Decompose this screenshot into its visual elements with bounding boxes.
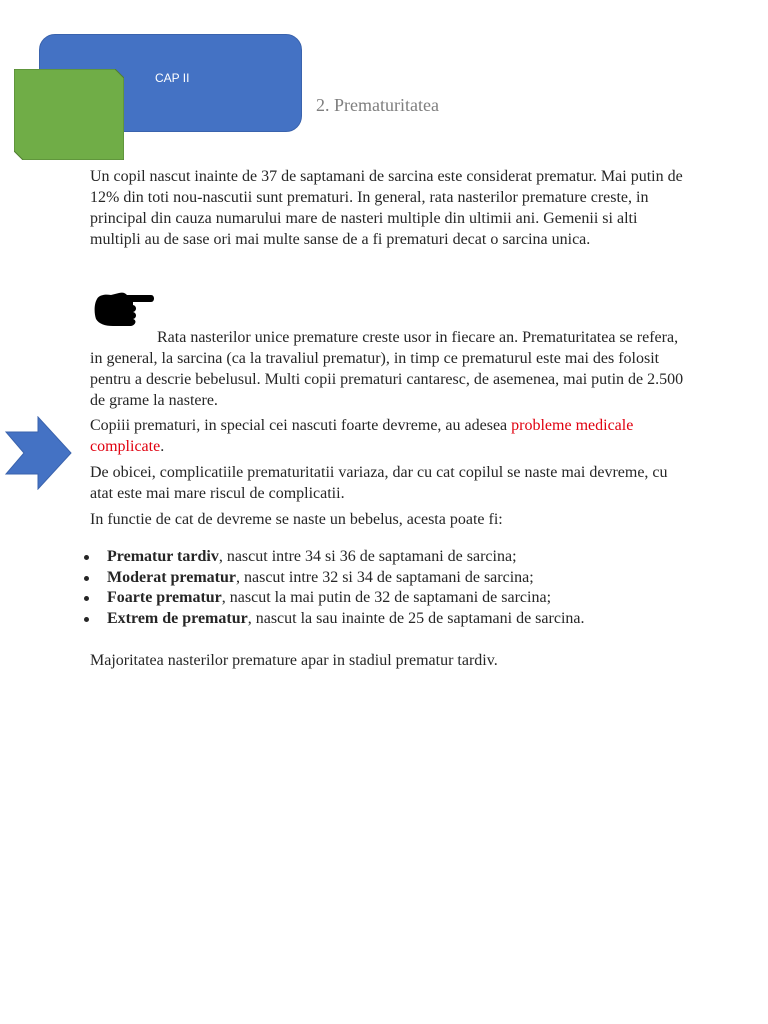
list-item [84,609,584,630]
right-chevron-arrow-icon [4,416,72,490]
risk-paragraph: De obicei, complicatiile prematuritatii variaza, dar cu cat copilul se naste mai devreme, cu atat este mai mare riscul de complicatii. [90,464,668,502]
highlighted-text: probleme medicale complicate [90,417,634,455]
bullet-icon [84,555,89,560]
list-item-term: Extrem de prematur [107,609,248,627]
complications-text: Copiii prematuri, in special cei nascuti foarte devreme, au adesea [90,417,512,434]
list-item-desc: , nascut la sau inainte de 25 de saptamani de sarcina. [247,609,585,627]
list-item-term: Prematur tardiv [107,548,219,565]
green-decorative-shape [14,69,124,160]
bullet-icon [84,617,89,622]
list-item [84,547,584,568]
list-intro-paragraph: In functie de cat de devreme se naste un bebelus, acesta poate fi: [90,511,503,528]
rate-paragraph: Rata nasterilor unice premature creste usor in fiecare an. Prematuritatea se refera, in general, la sarcina (ca la travaliul prematur), in timp ce prematurul este mai des folosit pentru a descrie bebelusul. Multi copii prematuri cantaresc, de asemenea, mai putin de 2.500 de grame la nastere. [90,329,684,409]
intro-paragraph: Un copil nascut inainte de 37 de saptamani de sarcina este considerat prematur. Mai putin de 12% din toti nou-nascutii sunt prematuri. In general, rata nasterilor premature creste, in principal din cauza numarului mare de nasteri multiple din ultimii ani. Gemenii si alti multipli au de sase ori mai multe sanse de a fi prematuri decat o sarcina unica. [90,168,683,248]
list-item [84,588,584,609]
list-item-desc: , nascut intre 32 si 34 de saptamani de sarcina; [236,568,534,586]
list-item-desc: , nascut la mai putin de 32 de saptamani de sarcina; [221,589,552,606]
conclusion-paragraph: Majoritatea nasterilor premature apar in stadiul prematur tardiv. [90,652,498,669]
bullet-icon [84,596,89,601]
section-title: 2. Prematuritatea [316,95,439,115]
chapter-label: CAP II [155,71,190,85]
complications-paragraph [90,415,690,457]
pointing-hand-icon [93,289,155,331]
list-item-desc: , nascut intre 34 si 36 de saptamani de sarcina; [218,548,517,565]
list-item-term: Moderat prematur [107,568,236,586]
list-item-term: Foarte prematur [107,589,222,606]
prematurity-levels-list [84,547,584,629]
list-item [84,568,584,589]
complications-text-end: . [160,438,165,455]
bullet-icon [84,576,89,581]
